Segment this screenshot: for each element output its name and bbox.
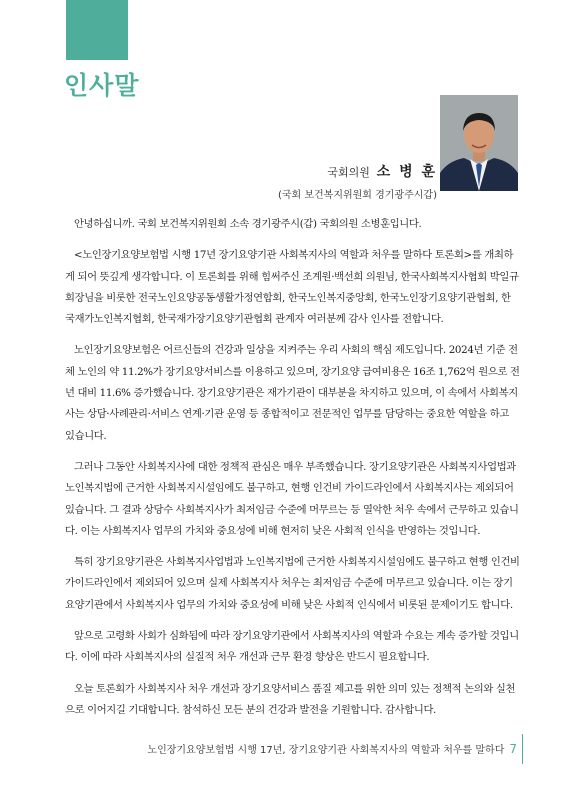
greeting-body xyxy=(65,214,520,731)
signature-name: 소 병 훈 xyxy=(376,164,437,180)
signature-title: 국회의원 xyxy=(327,166,370,179)
signature-name-line xyxy=(278,161,437,181)
paragraph-2: <노인장기요양보험법 시행 17년 장기요양기관 사회복지사의 역할과 처우를 말하다 토론회>를 개최하게 되어 뜻깊게 생각합니다. 이 토론회를 위해 힘써주신 조계원·백선희 의원님, 한국사회복지사협회 박일규 회장님을 비롯한 전국노인요양공동생활가정연합회, 한국노인복지중앙회, 한국노인장기요양기관협회, 한국재가노인복지협회, 한국재가장기요양기관협회 관계자 여러분께 감사 인사를 전합니다. xyxy=(65,249,519,326)
footer-accent-rule xyxy=(522,734,523,764)
paragraph-1: 안녕하십니까. 국회 보건복지위원회 소속 경기광주시(갑) 국회의원 소병훈입니다. xyxy=(74,218,422,230)
page-footer xyxy=(147,741,517,756)
paragraph-4: 그러나 그동안 사회복지사에 대한 정책적 관심은 매우 부족했습니다. 장기요양기관은 사회복지사업법과 노인복지법에 근거한 사회복지시설임에도 불구하고, 현행 인건비 가이드라인에서 사회복지사는 제외되어 있습니다. 그 결과 상당수 사회복지사가 최저임금 수준에 머무르는 등 열악한 처우 속에서 근무하고 있습니다. 이는 사회복지사 업무의 가치와 중요성에 비해 현저히 낮은 사회적 인식을 반영하는 것입니다. xyxy=(65,460,519,537)
paragraph-5: 특히 장기요양기관은 사회복지사업법과 노인복지법에 근거한 사회복지시설임에도 불구하고 현행 인건비 가이드라인에서 제외되어 있으며 실제 사회복지사 처우는 최저임금 수준에 머무르고 있습니다. 이는 장기요양기관에서 사회복지사 업무의 가치와 중요성에 비해 낮은 사회적 인식에서 비롯된 문제이기도 합니다. xyxy=(65,556,520,611)
page-title: 인사말 xyxy=(64,71,140,100)
signature-block xyxy=(278,161,437,201)
running-title: 노인장기요양보험법 시행 17년, 장기요양기관 사회복지사의 역할과 처우를 말하다 xyxy=(147,745,505,756)
header-accent-tab xyxy=(66,0,128,60)
paragraph-6: 앞으로 고령화 사회가 심화됨에 따라 장기요양기관에서 사회복지사의 역할과 수요는 계속 증가할 것입니다. 이에 따라 사회복지사의 실질적 처우 개선과 근무 환경 향상은 반드시 필요합니다. xyxy=(65,630,519,664)
page-number: 7 xyxy=(509,742,517,756)
portrait-photo xyxy=(440,95,518,191)
paragraph-7: 오늘 토론회가 사회복지사 처우 개선과 장기요양서비스 품질 제고를 위한 의미 있는 정책적 논의와 실천으로 이어지길 기대합니다. 참석하신 모든 분의 건강과 발전을 기원합니다. 감사합니다. xyxy=(65,682,516,716)
signature-affiliation: (국회 보건복지위원회 경기광주시갑) xyxy=(277,190,437,201)
paragraph-3: 노인장기요양보험은 어르신들의 건강과 일상을 지켜주는 우리 사회의 핵심 제도입니다. 2024년 기준 전체 노인의 약 11.2%가 장기요양서비스를 이용하고 있으며, 장기요양 급여비용은 16조 1,762억 원으로 전년 대비 11.6% 증가했습니다. 장기요양기관은 재가기관이 대부분을 차지하고 있으며, 이 속에서 사회복지사는 상담·사례관리·서비스 연계·기관 운영 등 종합적이고 전문적인 업무를 담당하는 중요한 역할을 하고 있습니다. xyxy=(65,344,520,442)
